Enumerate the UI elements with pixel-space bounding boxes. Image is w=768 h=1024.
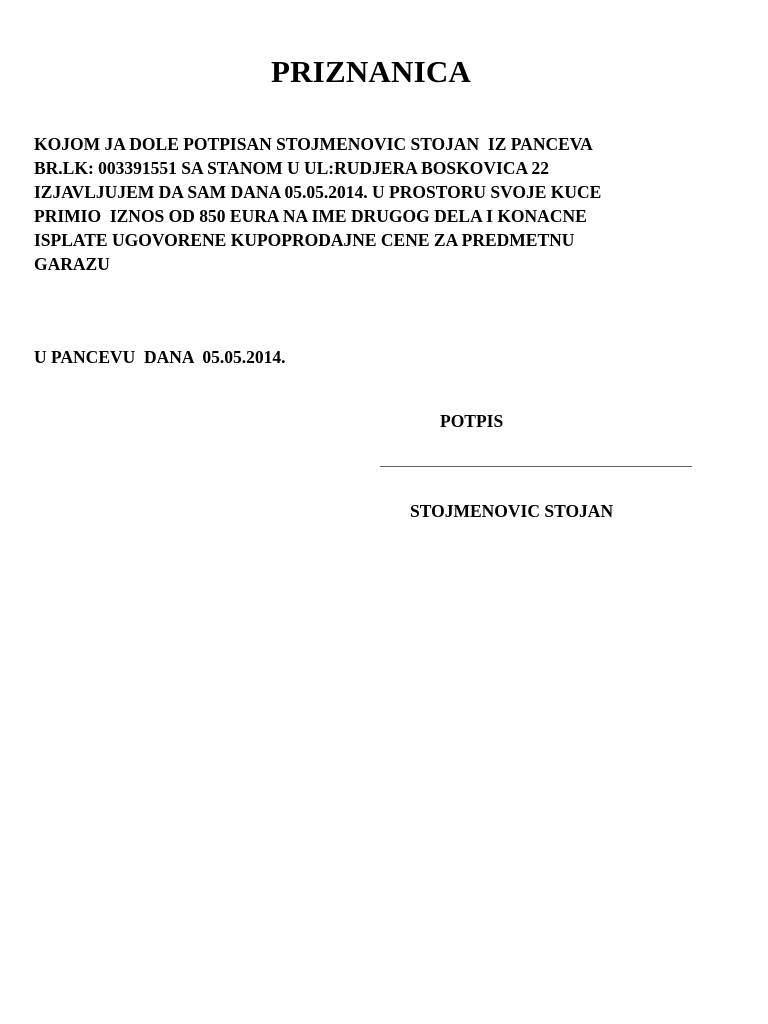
document-title: PRIZNANICA: [270, 54, 472, 89]
statement-line: PRIMIO IZNOS OD 850 EURA NA IME DRUGOG DELA I KONACNE: [34, 206, 587, 226]
statement-line: GARAZU: [34, 254, 110, 274]
statement-line: BR.LK: 003391551 SA STANOM U UL:RUDJERA BOSKOVICA 22: [34, 158, 550, 178]
statement-line: IZJAVLJUJEM DA SAM DANA 05.05.2014. U PROSTORU SVOJE KUCE: [34, 182, 602, 202]
signature-line: ________________________________________________: [380, 453, 692, 468]
signer-name: STOJMENOVIC STOJAN: [410, 501, 614, 521]
statement-line: ISPLATE UGOVORENE KUPOPRODAJNE CENE ZA PREDMETNU: [34, 230, 575, 250]
statement-line: KOJOM JA DOLE POTPISAN STOJMENOVIC STOJAN IZ PANCEVA: [34, 134, 593, 154]
place-and-date: U PANCEVU DANA 05.05.2014.: [34, 347, 286, 367]
signature-label: POTPIS: [440, 411, 504, 431]
receipt-statement: [34, 132, 734, 276]
